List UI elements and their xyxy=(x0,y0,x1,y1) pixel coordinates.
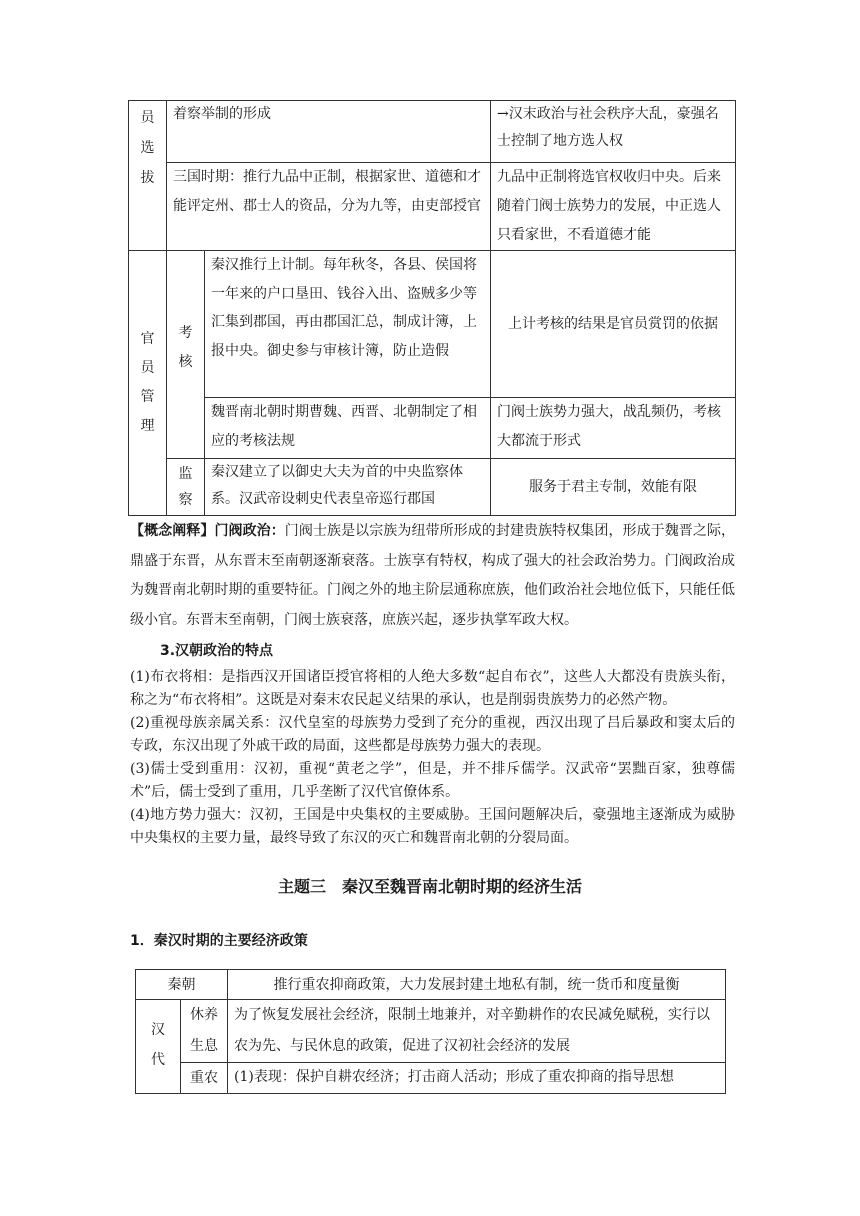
list-item: (3)儒士受到重用：汉初，重视“黄老之学”，但是，并不排斥儒学。汉武帝“罢黜百家，独尊儒术”后，儒士受到了重用，几乎垄断了汉代官僚体系。 xyxy=(130,761,735,800)
list-item: (4)地方势力强大：汉初，王国是中央集权的主要威胁。王国问题解决后，豪强地主逐渐成为威胁中央集权的主要力量，最终导致了东汉的灭亡和魏晋南北朝的分裂局面。 xyxy=(130,807,735,846)
list-item: (1)布衣将相：是指西汉开国诸臣授官将相的人绝大多数“起自布衣”，这些人大都没有贵族头衔，称之为“布衣将相”。这既是对秦末农民起义结果的承认，也是削弱贵族势力的必然产物。 xyxy=(130,669,735,708)
han-politics-features xyxy=(130,666,735,850)
concept-text: 门阀士族是以宗族为纽带所形成的封建贵族特权集团，形成于魏晋之际，鼎盛于东晋，从东晋末至南朝逐渐衰落。士族享有特权，构成了强大的社会政治势力。门阀政治成为魏晋南北朝时期的重要特征。门阀之外的地主阶层通称庶族，他们政治社会地位低下，只能任低级小官。东晋末至南朝，门阀士族衰落，庶族兴起，逐步执掌军政大权。 xyxy=(130,523,736,628)
cell-text: 推行重农抑商政策，大力发展封建土地私有制，统一货币和度量衡 xyxy=(228,970,726,1000)
rest-label: 休养 生息 xyxy=(181,1000,228,1063)
cell-text: 秦汉建立了以御史大夫为首的中央监察体系。汉武帝设刺史代表皇帝巡行郡国 xyxy=(205,459,491,516)
cell-text: 三国时期：推行九品中正制，根据家世、道德和才能评定州、郡士人的资品，分为九等，由吏部授官 xyxy=(167,163,491,251)
management-label: 官 员 管 理 xyxy=(129,251,167,516)
cell-text: 九品中正制将选官权收归中央。后来随着门阀士族势力的发展，中正选人只看家世，不看道德才能 xyxy=(491,163,736,251)
table-row xyxy=(129,398,736,459)
cell-text: (1)表现：保护自耕农经济；打击商人活动；形成了重农抑商的指导思想 xyxy=(228,1063,726,1094)
concept-term: 门阀政治： xyxy=(214,523,285,539)
economic-policy-table xyxy=(135,969,726,1094)
table-row xyxy=(136,970,726,1000)
cell-text: 门阀士族势力强大，战乱频仍，考核大都流于形式 xyxy=(491,398,736,459)
list-item: (2)重视母族亲属关系：汉代皇室的母族势力受到了充分的重视，西汉出现了吕后暴政和窦太后的专政，东汉出现了外戚干政的局面，这些都是母族势力强大的表现。 xyxy=(130,715,735,754)
concept-explanation xyxy=(130,517,735,635)
cell-text: 秦汉推行上计制。每年秋冬，各县、侯国将一年来的户口垦田、钱谷入出、盗贼多少等汇集到郡国，再由郡国汇总，制成计簿，上报中央。御史参与审核计簿，防止造假 xyxy=(205,251,491,398)
cell-text: →汉末政治与社会秩序大乱，豪强名士控制了地方选人权 xyxy=(491,101,736,163)
official-system-table xyxy=(128,100,736,516)
concept-tag: 【概念阐释】 xyxy=(130,523,215,539)
table-row xyxy=(136,1000,726,1063)
cell-text: 服务于君主专制，效能有限 xyxy=(491,459,736,516)
cell-text: 上计考核的结果是官员赏罚的依据 xyxy=(491,251,736,398)
qin-label: 秦朝 xyxy=(136,970,228,1000)
table-row xyxy=(129,163,736,251)
table-row xyxy=(129,101,736,163)
table-row xyxy=(129,459,736,516)
cell-text: 着察举制的形成 xyxy=(167,101,491,163)
supervision-label: 监 察 xyxy=(167,459,205,516)
table-row xyxy=(129,251,736,398)
section-heading: 3.汉朝政治的特点 xyxy=(160,643,274,659)
han-label: 汉 代 xyxy=(136,1000,181,1094)
theme-title: 主题三 秦汉至魏晋南北朝时期的经济生活 xyxy=(277,877,582,896)
agri-label: 重农 xyxy=(181,1063,228,1094)
sub-heading: 1．秦汉时期的主要经济政策 xyxy=(130,933,308,949)
assessment-label: 考 核 xyxy=(167,251,205,459)
table-row xyxy=(136,1063,726,1094)
selection-label: 员 选 拔 xyxy=(129,101,167,251)
cell-text: 魏晋南北朝时期曹魏、西晋、北朝制定了相应的考核法规 xyxy=(205,398,491,459)
cell-text: 为了恢复发展社会经济，限制土地兼并，对辛勤耕作的农民减免赋税，实行以农为先、与民休息的政策，促进了汉初社会经济的发展 xyxy=(228,1000,726,1063)
